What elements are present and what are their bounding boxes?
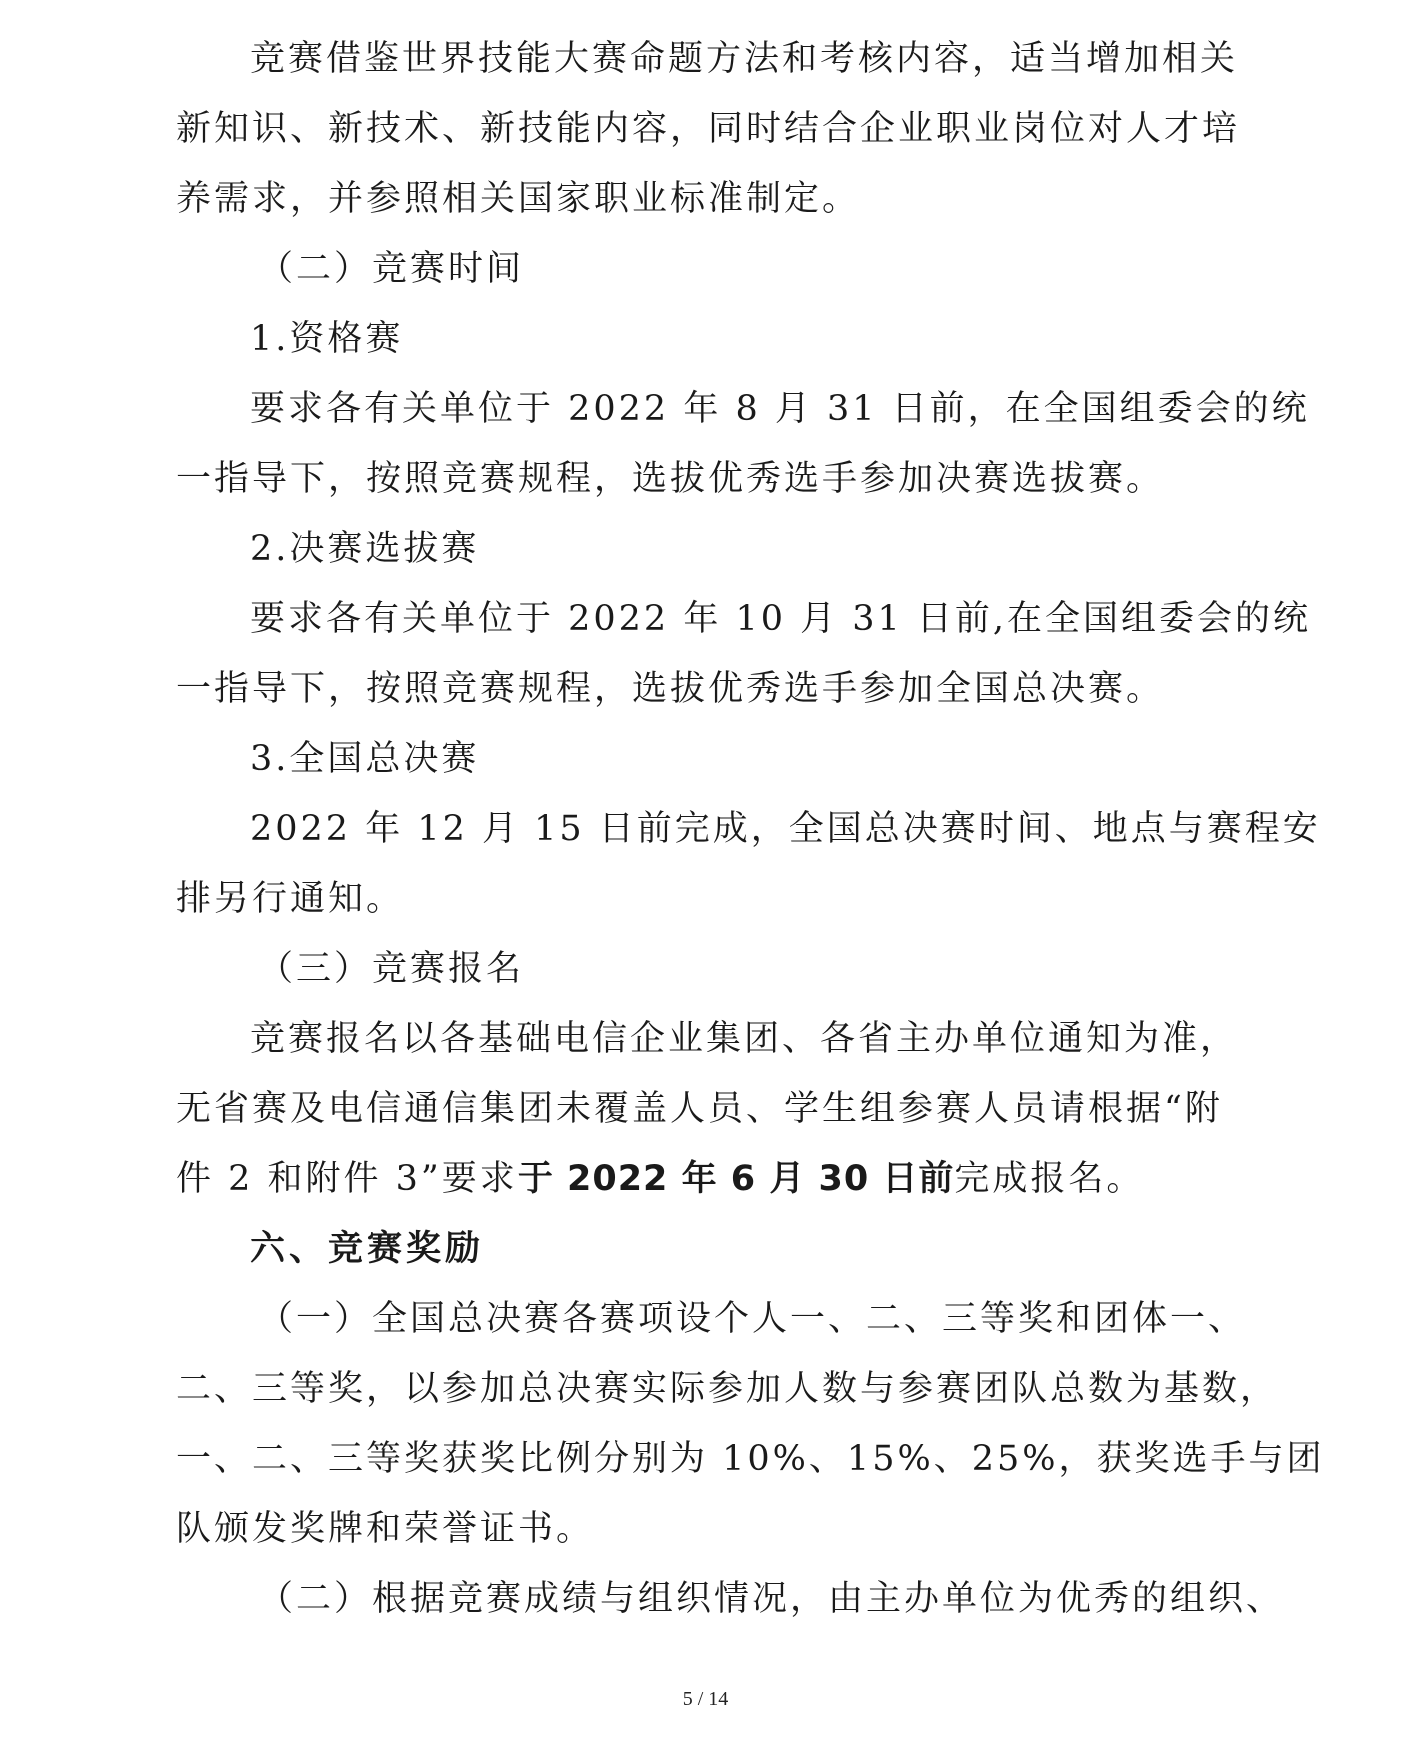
paragraph-line: 要求各有关单位于 2022 年 10 月 31 日前,在全国组委会的统	[250, 599, 1312, 639]
paragraph-line-signup-deadline	[176, 1144, 1236, 1214]
paragraph-line: 一指导下，按照竞赛规程，选拔优秀选手参加全国总决赛。	[176, 669, 1165, 709]
paragraph-line: 2022 年 12 月 15 日前完成，全国总决赛时间、地点与赛程安	[250, 809, 1321, 849]
page-number: 5 / 14	[682, 1688, 729, 1710]
section-heading-awards: 六、竞赛奖励	[250, 1229, 485, 1269]
subheading-qualifier: 1.资格赛	[250, 319, 404, 359]
signup-deadline-bold: 于 2022 年 6 月 30 日前	[517, 1159, 955, 1199]
signup-text-after: 完成报名。	[954, 1159, 1145, 1199]
paragraph-line: 二、三等奖，以参加总决赛实际参加人数与参赛团队总数为基数，	[176, 1369, 1279, 1409]
paragraph-line: （一）全国总决赛各赛项设个人一、二、三等奖和团体一、	[258, 1299, 1247, 1339]
section-heading-time: （二）竞赛时间	[258, 249, 525, 289]
subheading-national-final: 3.全国总决赛	[250, 739, 480, 779]
paragraph-line: 无省赛及电信通信集团未覆盖人员、学生组参赛人员请根据“附	[176, 1089, 1223, 1129]
paragraph-line: 新知识、新技术、新技能内容，同时结合企业职业岗位对人才培	[176, 109, 1241, 149]
paragraph-line: 一指导下，按照竞赛规程，选拔优秀选手参加决赛选拔赛。	[176, 459, 1165, 499]
paragraph-line: （二）根据竞赛成绩与组织情况，由主办单位为优秀的组织、	[258, 1579, 1285, 1619]
signup-text-before: 件 2 和附件 3”要求	[176, 1159, 518, 1199]
paragraph-line: 养需求，并参照相关国家职业标准制定。	[176, 179, 861, 219]
section-heading-signup: （三）竞赛报名	[258, 949, 525, 989]
paragraph-line: 要求各有关单位于 2022 年 8 月 31 日前，在全国组委会的统	[250, 389, 1310, 429]
paragraph-line: 排另行通知。	[176, 879, 405, 919]
subheading-final-selection: 2.决赛选拔赛	[250, 529, 480, 569]
paragraph-line: 队颁发奖牌和荣誉证书。	[176, 1509, 595, 1549]
paragraph-line: 竞赛借鉴世界技能大赛命题方法和考核内容，适当增加相关	[250, 39, 1239, 79]
document-body	[176, 24, 1325, 1634]
paragraph-line: 一、二、三等奖获奖比例分别为 10%、15%、25%，获奖选手与团	[176, 1439, 1325, 1479]
paragraph-line: 竞赛报名以各基础电信企业集团、各省主办单位通知为准，	[250, 1019, 1239, 1059]
